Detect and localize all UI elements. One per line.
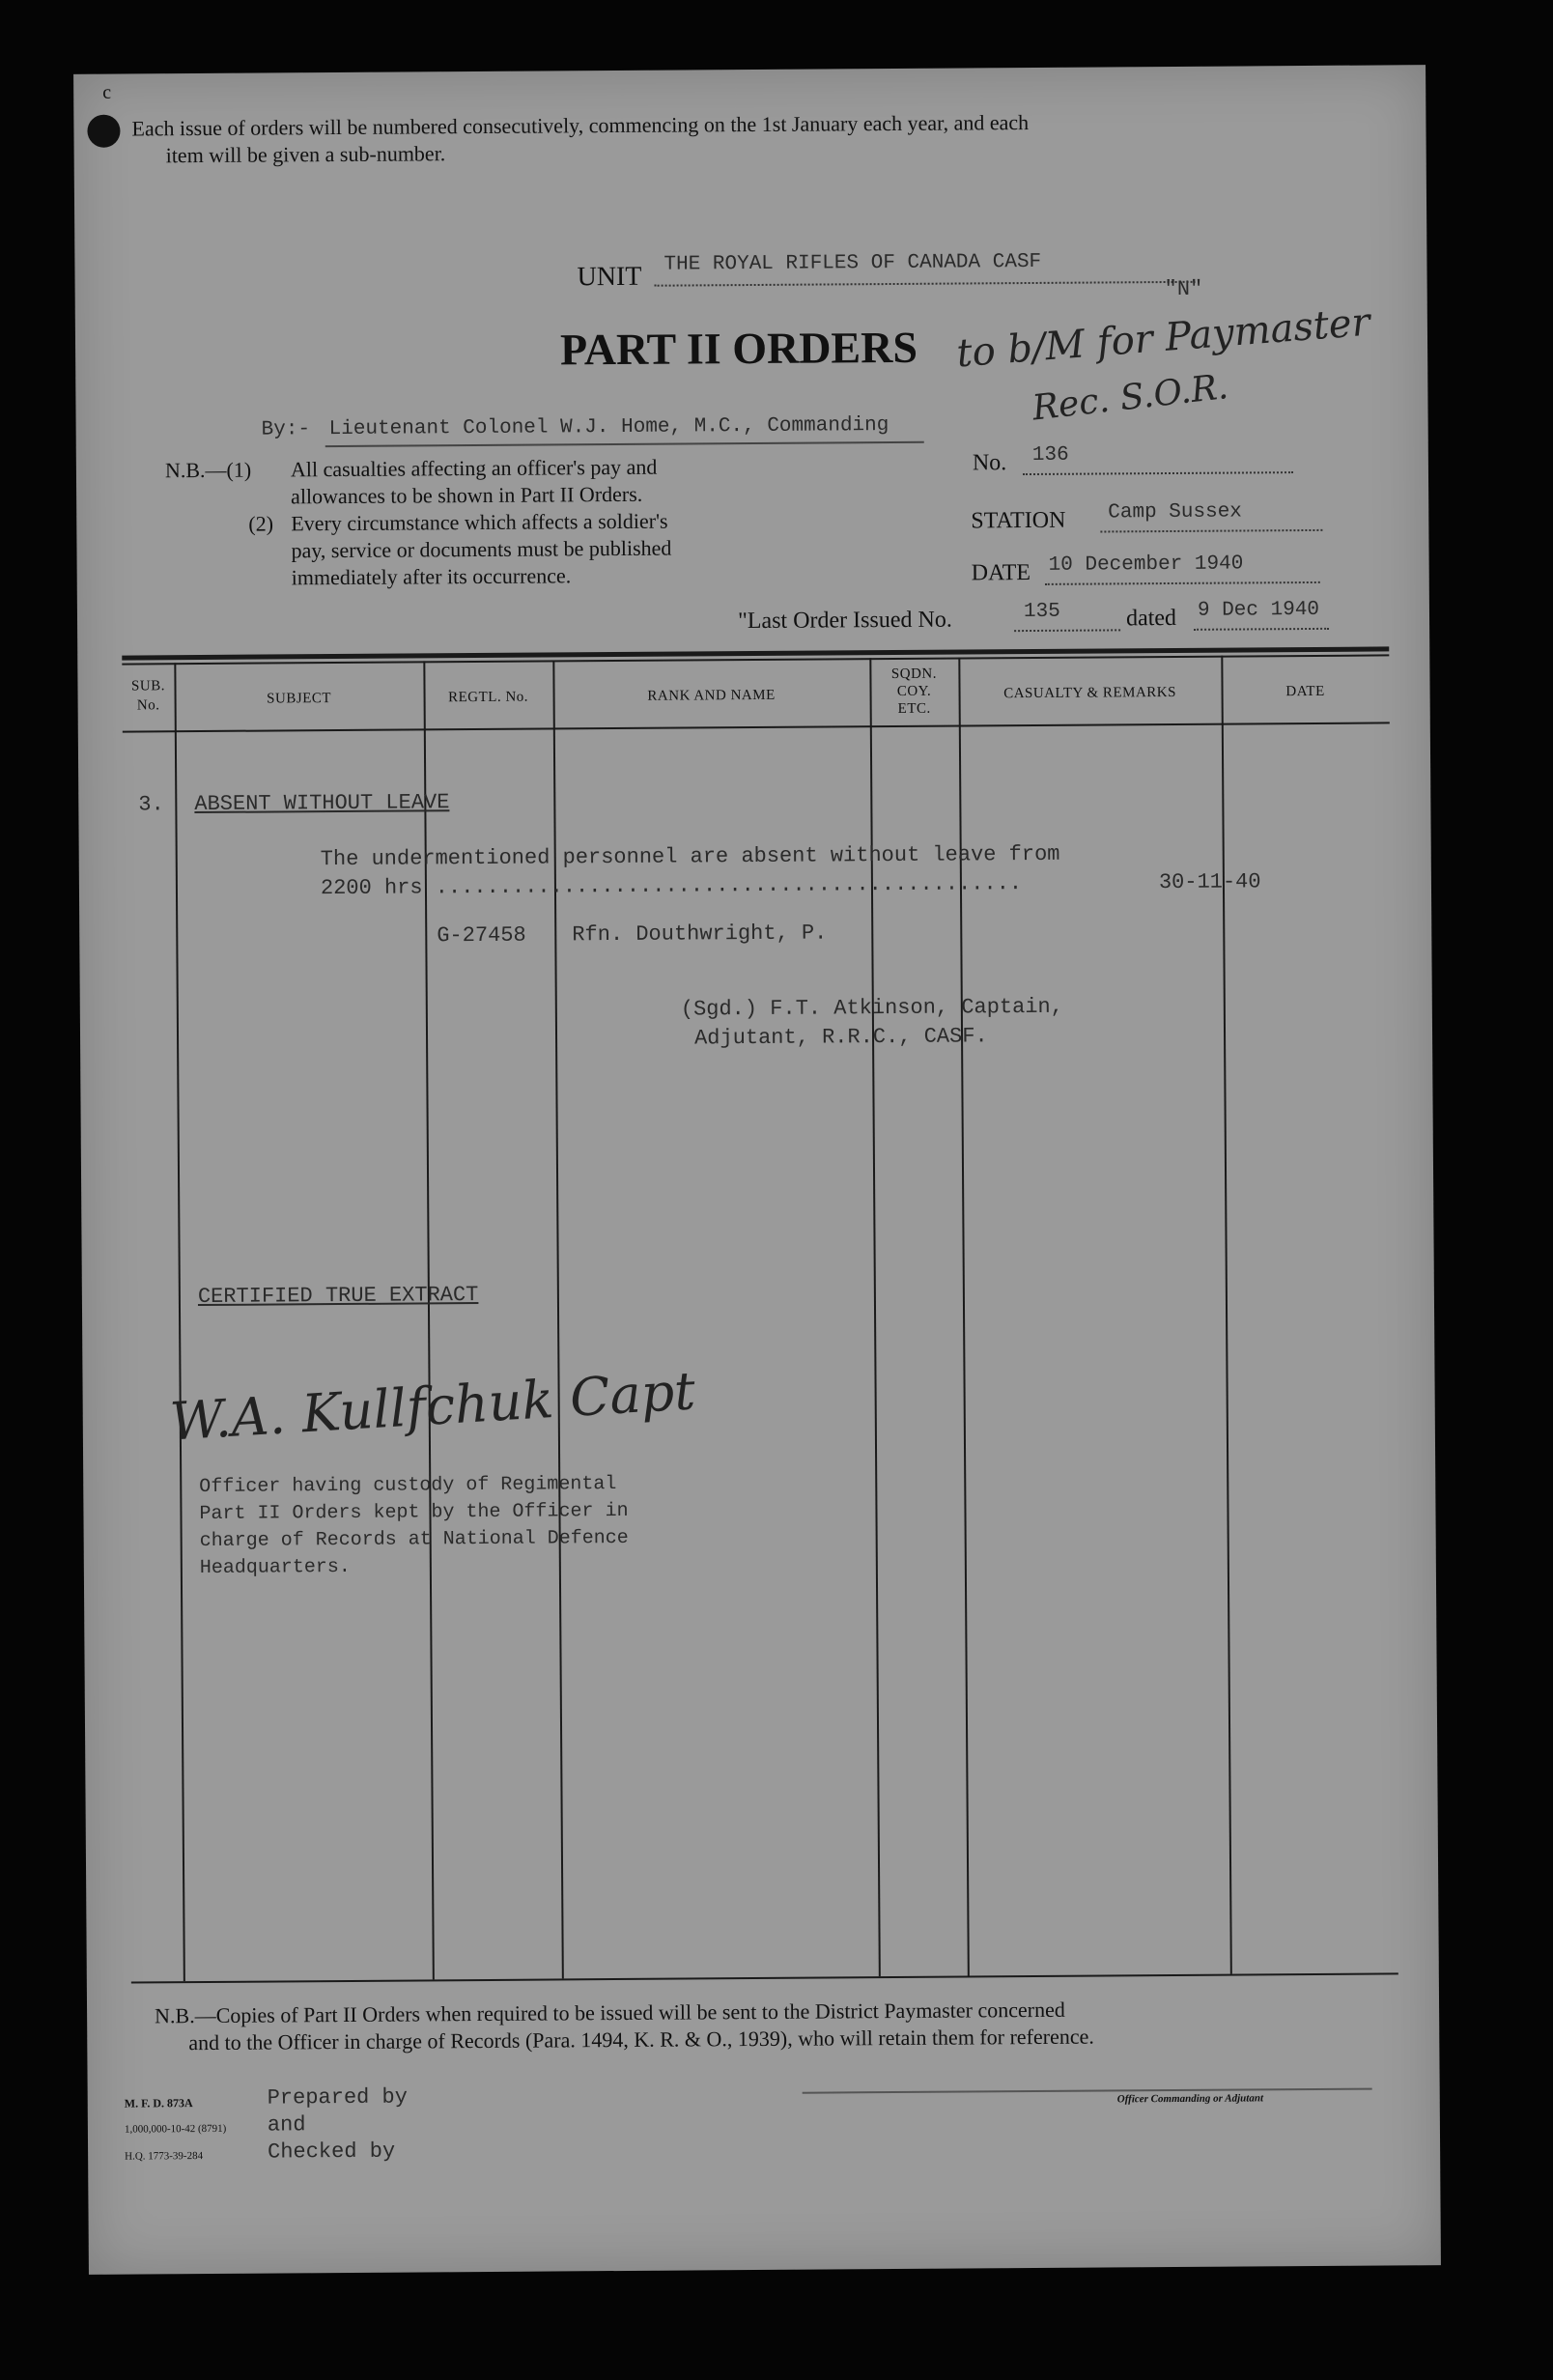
date-value: 10 December 1940 xyxy=(1048,552,1244,577)
intro-line-1: Each issue of orders will be numbered consecutively, commencing on the 1st January each year, and each xyxy=(131,110,1030,141)
col-header-sqdn-line: SQDN. xyxy=(890,666,938,683)
col-header-regtl-no: REGTL. No. xyxy=(448,689,529,706)
order-no-underline xyxy=(1023,471,1293,475)
nb2-label: (2) xyxy=(248,511,274,536)
unit-underline xyxy=(655,281,1196,287)
footer-nb-line-2: and to the Officer in charge of Records (Para. 1494, K. R. & O., 1939), who will retain them for reference. xyxy=(188,2024,1094,2055)
station-label: STATION xyxy=(971,507,1066,534)
col-header-sub: SUB. xyxy=(130,678,166,694)
entry-subject: ABSENT WITHOUT LEAVE xyxy=(194,790,450,817)
form-number-2: 1,000,000-10-42 (8791) xyxy=(124,2122,227,2136)
prepared-by: Prepared by xyxy=(267,2084,409,2111)
officer-commanding-line xyxy=(803,2088,1372,2094)
officer-line-2: Part II Orders kept by the Officer in xyxy=(199,1499,629,1526)
table-header-rule xyxy=(123,722,1390,732)
intro-line-2: item will be given a sub-number. xyxy=(165,141,446,168)
nb2-line-2: pay, service or documents must be published xyxy=(291,535,672,563)
entry-regtl-no: G-27458 xyxy=(437,922,526,949)
entry-text-line-1: The undermentioned personnel are absent without leave from xyxy=(320,841,1060,872)
dated-value: 9 Dec 1940 xyxy=(1197,598,1320,622)
certifier-signature: W.A. Kullfchuk Capt xyxy=(168,1360,697,1453)
form-number-1: M. F. D. 873A xyxy=(124,2096,193,2111)
nb-label: N.B.—(1) xyxy=(164,457,252,483)
col-header-casualty: CASUALTY & REMARKS xyxy=(1003,684,1176,702)
nb2-line-3: immediately after its occurrence. xyxy=(291,563,572,590)
last-order-value: 135 xyxy=(1023,600,1060,624)
col-header-rank-name: RANK AND NAME xyxy=(647,687,776,704)
unit-value: THE ROYAL RIFLES OF CANADA CASF xyxy=(664,250,1042,276)
handwritten-note-1: to b/M for Paymaster xyxy=(954,299,1372,377)
col-header-date: DATE xyxy=(1285,683,1325,700)
dated-label: dated xyxy=(1125,605,1177,632)
last-order-underline xyxy=(1014,629,1120,632)
order-no-label: No. xyxy=(972,450,1007,476)
handwritten-note-2: Rec. S.O.R. xyxy=(1030,367,1230,429)
document-page xyxy=(73,65,1441,2275)
footer-nb-line-1: N.B.—Copies of Part II Orders when required to be issued will be sent to the District Paymaster concerned xyxy=(155,1997,1065,2028)
officer-line-1: Officer having custody of Regimental xyxy=(199,1473,617,1499)
checked-by: Checked by xyxy=(268,2139,396,2165)
officer-line-3: charge of Records at National Defence xyxy=(199,1526,629,1553)
col-divider-1 xyxy=(174,663,185,1981)
col-header-sub-no xyxy=(122,676,174,715)
n-mark: "N" xyxy=(1164,276,1203,302)
punch-hole-mark xyxy=(87,115,120,148)
col-header-etc-line: ETC. xyxy=(897,700,931,717)
col-divider-6 xyxy=(1221,656,1232,1974)
station-underline xyxy=(1100,529,1322,533)
nb1-line-1: All casualties affecting an officer's pay and xyxy=(290,454,658,482)
dated-underline xyxy=(1194,628,1329,631)
col-header-subject: SUBJECT xyxy=(267,691,332,707)
by-label: By:- xyxy=(261,418,311,441)
entry-signed-line-2: Adjutant, R.R.C., CASF. xyxy=(693,1024,988,1051)
nb1-line-2: allowances to be shown in Part II Orders. xyxy=(291,481,643,509)
last-order-label: "Last Order Issued No. xyxy=(737,607,952,635)
table-bottom-rule xyxy=(131,1972,1398,1983)
entry-rank-name: Rfn. Douthwright, P. xyxy=(572,921,828,948)
by-underline xyxy=(325,441,924,447)
and-label: and xyxy=(267,2112,306,2138)
officer-commanding-label: Officer Commanding or Adjutant xyxy=(1116,2092,1264,2106)
page-title: PART II ORDERS xyxy=(559,322,918,375)
station-value: Camp Sussex xyxy=(1108,500,1242,524)
officer-line-4: Headquarters. xyxy=(199,1555,351,1580)
entry-text-line-2: 2200 hrs .............................................. xyxy=(320,871,1023,901)
date-underline xyxy=(1045,581,1320,585)
by-value: Lieutenant Colonel W.J. Home, M.C., Commanding xyxy=(328,414,889,441)
certified-true-extract: CERTIFIED TRUE EXTRACT xyxy=(197,1283,479,1310)
order-no-value: 136 xyxy=(1031,443,1069,467)
col-header-sqdn xyxy=(869,666,958,719)
col-header-coy-line: COY. xyxy=(896,683,932,699)
corner-mark: c xyxy=(102,81,112,103)
entry-sub-no: 3. xyxy=(138,792,164,817)
date-label: DATE xyxy=(971,560,1031,586)
nb2-line-1: Every circumstance which affects a soldier's xyxy=(291,508,668,536)
form-number-3: H.Q. 1773-39-284 xyxy=(125,2150,204,2163)
entry-signed-line-1: (Sgd.) F.T. Atkinson, Captain, xyxy=(680,994,1063,1022)
unit-label: UNIT xyxy=(577,261,642,293)
entry-date: 30-11-40 xyxy=(1158,869,1261,895)
col-header-no: No. xyxy=(136,697,160,714)
